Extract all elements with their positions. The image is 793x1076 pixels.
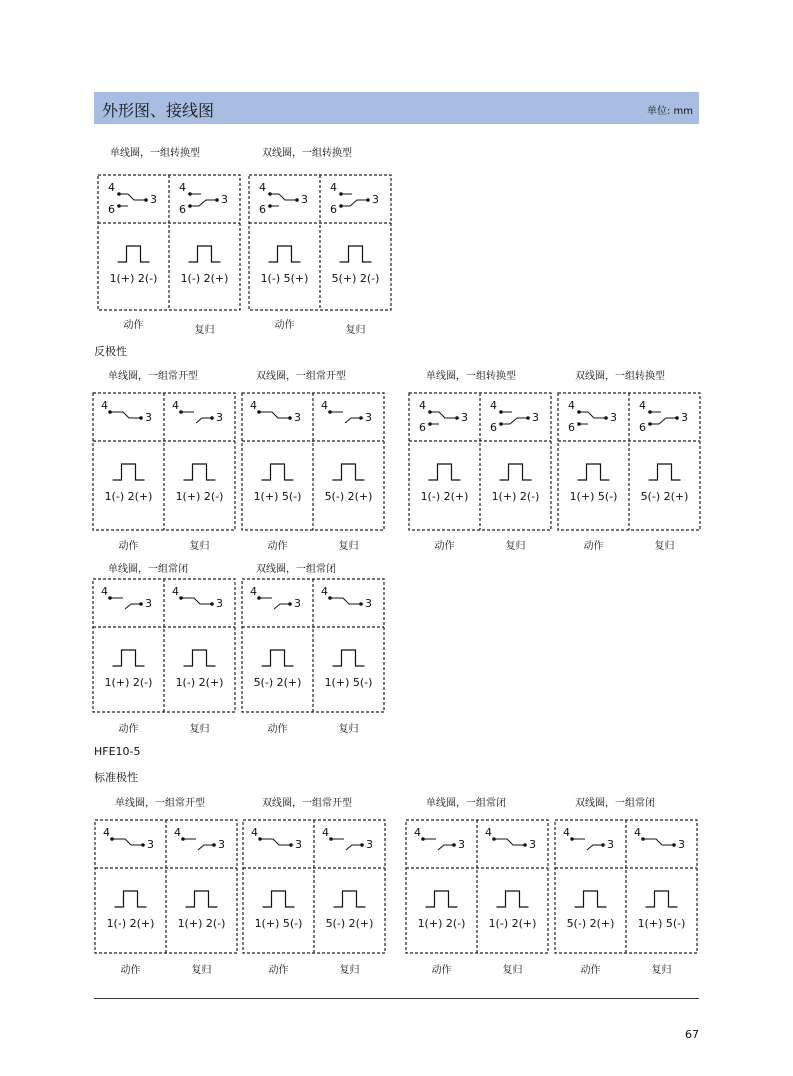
pulse-waveform bbox=[575, 891, 607, 907]
pulse-waveform bbox=[262, 650, 294, 666]
pin-4-label: 4 bbox=[172, 399, 179, 412]
pulse-waveform bbox=[333, 650, 365, 666]
pin-3-label: 3 bbox=[294, 597, 301, 610]
pin-4-label: 4 bbox=[414, 826, 421, 839]
action-label: 动作 bbox=[268, 965, 289, 976]
reset-label: 复归 bbox=[654, 541, 675, 552]
pin-6-label: 6 bbox=[639, 421, 646, 434]
coil-polarity-label: 5(-) 2(+) bbox=[253, 676, 302, 689]
pin-4-label: 4 bbox=[250, 399, 257, 412]
contact-arm bbox=[274, 604, 290, 609]
action-label: 动作 bbox=[583, 541, 604, 552]
contact-arm bbox=[345, 418, 361, 423]
action-label: 动作 bbox=[580, 965, 601, 976]
pin-6-label: 6 bbox=[419, 421, 426, 434]
coil-polarity-label: 1(+) 2(-) bbox=[177, 917, 226, 930]
pin-3-label: 3 bbox=[216, 597, 223, 610]
coil-polarity-label: 1(-) 2(+) bbox=[488, 917, 537, 930]
coil-polarity-label: 1(-) 2(+) bbox=[180, 272, 229, 285]
diagram-caption: 双线圈，一组转换型 bbox=[575, 371, 665, 382]
reset-label: 复归 bbox=[345, 325, 366, 336]
coil-polarity-label: 1(+) 2(-) bbox=[417, 917, 466, 930]
pulse-waveform bbox=[426, 891, 458, 907]
footer-rule bbox=[94, 998, 699, 999]
section-title: 外形图、接线图 bbox=[102, 101, 215, 120]
coil-polarity-label: 1(+) 5(-) bbox=[637, 917, 686, 930]
coil-polarity-label: 1(-) 2(+) bbox=[420, 490, 469, 503]
pulse-waveform bbox=[500, 464, 532, 480]
pin-4-label: 4 bbox=[179, 181, 186, 194]
contact-arm bbox=[659, 418, 677, 424]
diagram-caption: 双线圈，一组常开型 bbox=[256, 371, 346, 382]
model-label: HFE10-5 bbox=[94, 745, 141, 758]
pin-3-label: 3 bbox=[529, 838, 536, 851]
pin-3-label: 3 bbox=[145, 411, 152, 424]
pin-3-label: 3 bbox=[145, 597, 152, 610]
contact-arm bbox=[198, 845, 214, 850]
pin-4-label: 4 bbox=[101, 585, 108, 598]
pin-3-label: 3 bbox=[301, 193, 308, 206]
pulse-waveform bbox=[189, 246, 221, 262]
pin-6-label: 6 bbox=[108, 203, 115, 216]
contact-arm bbox=[494, 839, 525, 845]
pin-4-label: 4 bbox=[639, 399, 646, 412]
pin-3-label: 3 bbox=[365, 597, 372, 610]
contact-arm bbox=[346, 845, 362, 850]
pin-3-label: 3 bbox=[216, 411, 223, 424]
pin-6-label: 6 bbox=[490, 421, 497, 434]
pin-4-label: 4 bbox=[419, 399, 426, 412]
pin-6-label: 6 bbox=[330, 203, 337, 216]
pin-3-label: 3 bbox=[532, 411, 539, 424]
reset-label: 复归 bbox=[191, 965, 212, 976]
pin-3-label: 3 bbox=[365, 411, 372, 424]
diagram-caption: 双线圈，一组常闭 bbox=[256, 564, 336, 575]
pulse-waveform bbox=[429, 464, 461, 480]
contact-arm bbox=[279, 194, 297, 200]
reset-label: 复归 bbox=[339, 965, 360, 976]
coil-polarity-label: 5(-) 2(+) bbox=[325, 917, 374, 930]
pin-3-label: 3 bbox=[150, 193, 157, 206]
pulse-waveform bbox=[649, 464, 681, 480]
contact-arm bbox=[260, 839, 291, 845]
coil-polarity-label: 1(+) 5(-) bbox=[569, 490, 618, 503]
coil-polarity-label: 1(-) 5(+) bbox=[260, 272, 309, 285]
contact-arm bbox=[643, 839, 674, 845]
action-label: 动作 bbox=[431, 965, 452, 976]
pin-4-label: 4 bbox=[321, 585, 328, 598]
pulse-waveform bbox=[340, 246, 372, 262]
contact-arm bbox=[199, 200, 217, 206]
pulse-waveform bbox=[113, 650, 145, 666]
pin-4-label: 4 bbox=[101, 399, 108, 412]
contact-arm bbox=[330, 598, 361, 604]
contact-arm bbox=[588, 412, 606, 418]
coil-polarity-label: 5(-) 2(+) bbox=[566, 917, 615, 930]
pin-4-label: 4 bbox=[103, 826, 110, 839]
pin-4-label: 4 bbox=[251, 826, 258, 839]
pulse-waveform bbox=[497, 891, 529, 907]
coil-polarity-label: 1(+) 2(-) bbox=[104, 676, 153, 689]
pin-3-label: 3 bbox=[372, 193, 379, 206]
coil-polarity-label: 1(+) 2(-) bbox=[491, 490, 540, 503]
contact-arm bbox=[587, 845, 603, 850]
diagram-caption: 单线圈，一组常闭 bbox=[426, 798, 506, 809]
coil-polarity-label: 5(+) 2(-) bbox=[331, 272, 380, 285]
diagram-caption: 单线圈，一组常开型 bbox=[108, 371, 198, 382]
pin-3-label: 3 bbox=[461, 411, 468, 424]
pin-3-label: 3 bbox=[295, 838, 302, 851]
pulse-waveform bbox=[333, 464, 365, 480]
coil-polarity-label: 1(+) 2(-) bbox=[109, 272, 158, 285]
diagram-caption: 双线圈，一组转换型 bbox=[262, 148, 352, 159]
contact-arm bbox=[196, 418, 212, 423]
pulse-waveform bbox=[646, 891, 678, 907]
contact-arm bbox=[439, 412, 457, 418]
page-number: 67 bbox=[685, 1028, 699, 1041]
coil-polarity-label: 1(-) 2(+) bbox=[104, 490, 153, 503]
pulse-waveform bbox=[118, 246, 150, 262]
pin-4-label: 4 bbox=[330, 181, 337, 194]
pin-4-label: 4 bbox=[634, 826, 641, 839]
coil-polarity-label: 5(-) 2(+) bbox=[324, 490, 373, 503]
pulse-waveform bbox=[263, 891, 295, 907]
pin-3-label: 3 bbox=[678, 838, 685, 851]
action-label: 动作 bbox=[274, 320, 295, 331]
pin-4-label: 4 bbox=[568, 399, 575, 412]
pulse-waveform bbox=[113, 464, 145, 480]
diagram-caption: 单线圈，一组转换型 bbox=[110, 148, 200, 159]
pin-4-label: 4 bbox=[250, 585, 257, 598]
pin-6-label: 6 bbox=[568, 421, 575, 434]
action-label: 动作 bbox=[120, 965, 141, 976]
diagram-caption: 双线圈，一组常开型 bbox=[262, 798, 352, 809]
pulse-waveform bbox=[184, 650, 216, 666]
contact-arm bbox=[510, 418, 528, 424]
pulse-waveform bbox=[269, 246, 301, 262]
pulse-waveform bbox=[184, 464, 216, 480]
contact-arm bbox=[112, 839, 143, 845]
pin-3-label: 3 bbox=[610, 411, 617, 424]
contact-arm bbox=[110, 412, 141, 418]
pin-4-label: 4 bbox=[321, 399, 328, 412]
pin-3-label: 3 bbox=[681, 411, 688, 424]
pin-4-label: 4 bbox=[485, 826, 492, 839]
pin-4-label: 4 bbox=[108, 181, 115, 194]
contact-arm bbox=[125, 604, 141, 609]
reset-label: 复归 bbox=[189, 724, 210, 735]
coil-polarity-label: 1(+) 5(-) bbox=[254, 917, 303, 930]
pin-6-label: 6 bbox=[179, 203, 186, 216]
action-label: 动作 bbox=[267, 724, 288, 735]
reset-label: 复归 bbox=[651, 965, 672, 976]
coil-polarity-label: 5(-) 2(+) bbox=[640, 490, 689, 503]
pin-4-label: 4 bbox=[172, 585, 179, 598]
reset-label: 复归 bbox=[194, 325, 215, 336]
coil-polarity-label: 1(+) 5(-) bbox=[324, 676, 373, 689]
pulse-waveform bbox=[334, 891, 366, 907]
action-label: 动作 bbox=[118, 541, 139, 552]
pin-3-label: 3 bbox=[294, 411, 301, 424]
pin-3-label: 3 bbox=[147, 838, 154, 851]
pin-6-label: 6 bbox=[259, 203, 266, 216]
reset-label: 复归 bbox=[502, 965, 523, 976]
reset-label: 复归 bbox=[338, 724, 359, 735]
pin-3-label: 3 bbox=[221, 193, 228, 206]
pulse-waveform bbox=[115, 891, 147, 907]
pin-3-label: 3 bbox=[218, 838, 225, 851]
coil-polarity-label: 1(-) 2(+) bbox=[106, 917, 155, 930]
reset-label: 复归 bbox=[338, 541, 359, 552]
reset-label: 复归 bbox=[189, 541, 210, 552]
pin-3-label: 3 bbox=[607, 838, 614, 851]
diagram-caption: 单线圈，一组常开型 bbox=[115, 798, 205, 809]
contact-arm bbox=[128, 194, 146, 200]
pin-4-label: 4 bbox=[490, 399, 497, 412]
contact-arm bbox=[181, 598, 212, 604]
contact-arm bbox=[438, 845, 454, 850]
diagram-caption: 单线圈，一组常闭 bbox=[108, 564, 188, 575]
action-label: 动作 bbox=[267, 541, 288, 552]
pin-3-label: 3 bbox=[366, 838, 373, 851]
pulse-waveform bbox=[186, 891, 218, 907]
contact-arm bbox=[350, 200, 368, 206]
diagram-caption: 单线圈，一组转换型 bbox=[426, 371, 516, 382]
action-label: 动作 bbox=[123, 320, 144, 331]
section-reverse-polarity: 反极性 bbox=[94, 345, 127, 358]
unit-label: 单位: mm bbox=[646, 106, 693, 117]
pulse-waveform bbox=[578, 464, 610, 480]
action-label: 动作 bbox=[118, 724, 139, 735]
coil-polarity-label: 1(+) 5(-) bbox=[253, 490, 302, 503]
contact-arm bbox=[259, 412, 290, 418]
diagram-caption: 双线圈，一组常闭 bbox=[575, 798, 655, 809]
coil-polarity-label: 1(-) 2(+) bbox=[175, 676, 224, 689]
action-label: 动作 bbox=[434, 541, 455, 552]
pin-4-label: 4 bbox=[563, 826, 570, 839]
section-standard-polarity: 标准极性 bbox=[94, 771, 138, 784]
pin-4-label: 4 bbox=[174, 826, 181, 839]
pin-4-label: 4 bbox=[322, 826, 329, 839]
pin-4-label: 4 bbox=[259, 181, 266, 194]
pulse-waveform bbox=[262, 464, 294, 480]
coil-polarity-label: 1(+) 2(-) bbox=[175, 490, 224, 503]
reset-label: 复归 bbox=[505, 541, 526, 552]
pin-3-label: 3 bbox=[458, 838, 465, 851]
